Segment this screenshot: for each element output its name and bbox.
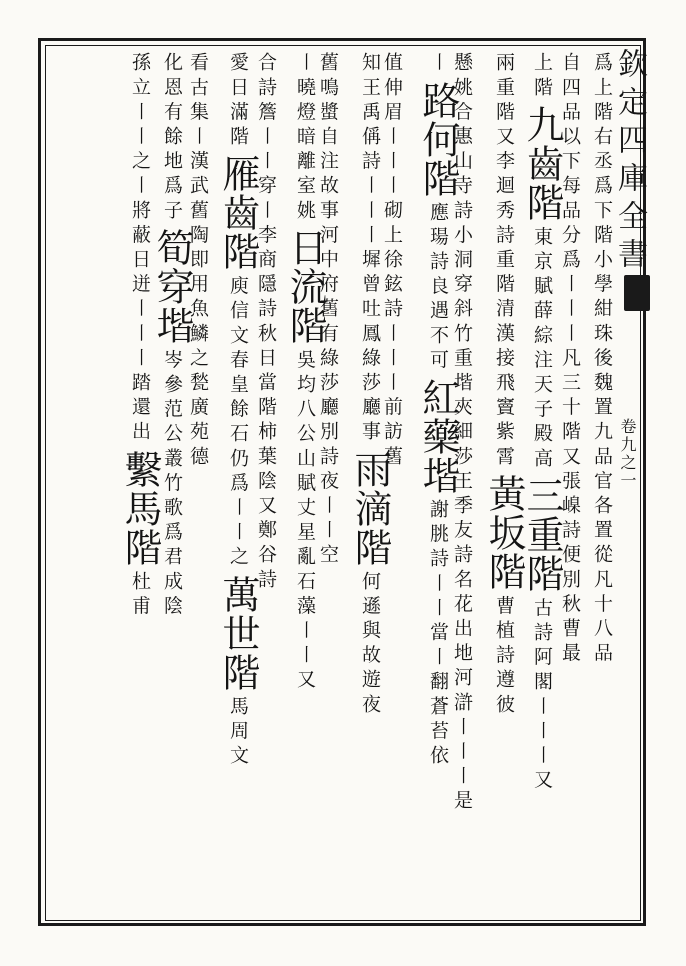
entry-heading: 黃坂階 [482, 474, 526, 592]
entry-heading: 九齒階 [520, 105, 564, 223]
text-run: 舊鳴螿自注故事河中府舊有綠莎廳 [317, 52, 339, 421]
text-column [120, 52, 160, 620]
text-run: 〡曉燈暗離室姚 [294, 52, 316, 225]
text-run: 別詩夜〡〡空 [317, 421, 339, 569]
text-run: 何遜與故遊夜 [359, 570, 381, 719]
text-column [350, 52, 390, 718]
entry-heading: 雨滴階 [348, 449, 392, 567]
text-run: 〡漢武舊陶即用魚鱗之甃 [187, 125, 209, 397]
entry-heading: 三重階 [520, 476, 564, 594]
text-column [522, 52, 562, 794]
text-run: 曹植詩遵彼 [493, 595, 515, 719]
text-run: 化恩有餘地爲子 [161, 52, 183, 225]
text-run: 吳均八公山賦丈星亂石藻〡〡又 [294, 349, 316, 694]
text-column [484, 52, 524, 718]
text-run: 王季友詩名花出地 [451, 470, 473, 668]
text-run: 〡 [427, 52, 449, 77]
text-run: 知王禹偁詩〡〡〡墀曾吐鳳綠莎廳事 [359, 52, 381, 446]
text-run: 將蔽日迸〡〡〡踏還出 [129, 199, 151, 446]
text-column [590, 52, 614, 667]
text-run: 古詩阿閣〡〡〡又 [531, 597, 553, 795]
text-run: 庾信文春皇餘石仍爲〡〡之 [227, 275, 249, 571]
text-run: 懸姚合惠山寺詩小洞穿斜竹重堦夾細莎 [451, 52, 473, 471]
text-run: 砌上徐鉉詩〡〡〡前訪舊 [381, 199, 403, 471]
entry-heading: 雁齒階 [216, 154, 260, 272]
text-run: 岑參范公叢竹歌爲君成陰 [161, 349, 183, 620]
entry-heading: 日流階 [283, 228, 327, 346]
text-column [285, 52, 325, 694]
text-run: 兩重階又李迴秀詩重階清漢接飛竇紫霄 [493, 52, 515, 471]
text-run: 應瑒詩良遇不可 [427, 201, 449, 374]
text-column [218, 52, 258, 769]
text-run: 上階 [531, 52, 553, 102]
entry-heading: 萬世階 [216, 574, 260, 692]
text-run: 合詩簷〡〡穿〡 [255, 52, 277, 225]
text-run: 自四品以下每品分爲〡〡〡凡三十階又張嵲詩便別秋曹最 [559, 52, 581, 667]
entry-heading: 紅藥堦 [416, 377, 460, 495]
text-run: 河滸〡〡〡是 [451, 667, 473, 815]
text-run: 孫立〡〡之〡 [129, 52, 151, 200]
text-run: 廣苑德 [187, 396, 209, 471]
text-run: 杜甫 [129, 570, 151, 620]
text-run: 東京賦薛綜注天子殿高 [531, 226, 553, 473]
entry-heading: 筍穿堦 [150, 228, 194, 346]
text-run: 馬周文 [227, 695, 249, 770]
entry-heading: 路何階 [416, 80, 460, 198]
text-run: 李商隱詩秋日當階柿葉陰又鄭谷詩 [255, 224, 277, 594]
text-run: 爲上階右丞爲下階小學紺珠後魏置九品官各置從凡十八品 [591, 52, 613, 667]
text-run: 看古集 [187, 52, 209, 126]
text-run: 謝朓詩〡〡當〡翻蒼苔依 [427, 498, 449, 770]
fishtail-mark [624, 275, 650, 311]
entry-heading: 繫馬階 [118, 449, 162, 567]
margin-title: 欽定四庫全書 [612, 48, 647, 276]
text-run: 愛日滿階 [227, 52, 249, 151]
text-run: 值伸眉〡〡〡 [381, 52, 403, 200]
margin-volume: 卷九之一 [618, 418, 637, 490]
text-column [418, 52, 458, 769]
